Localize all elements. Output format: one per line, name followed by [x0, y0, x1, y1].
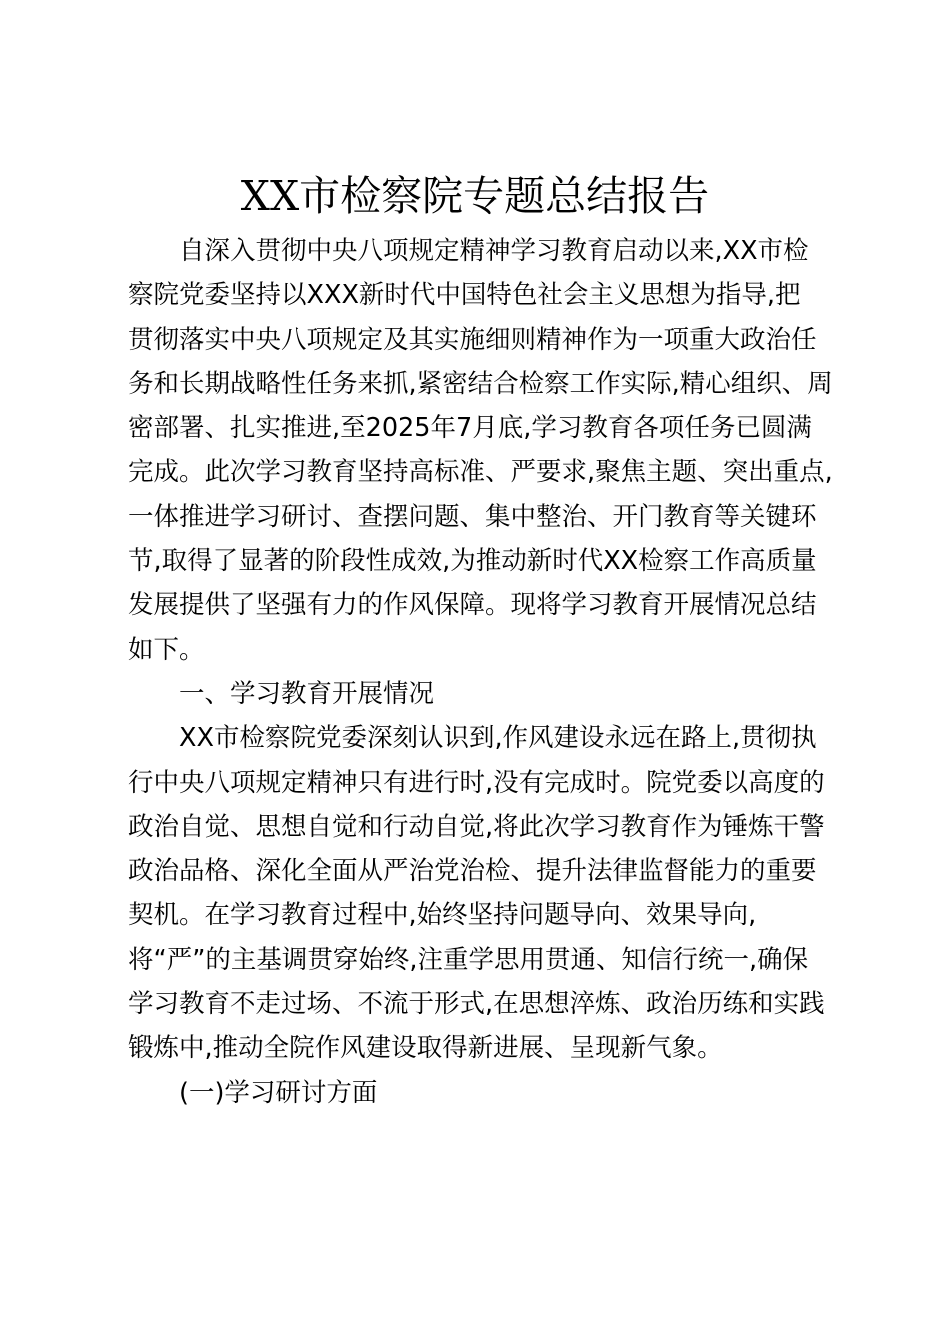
section-line: 契机。在学习教育过程中,始终坚持问题导向、效果导向,	[128, 900, 757, 931]
intro-line: 务和长期战略性任务来抓,紧密结合检察工作实际,精心组织、周	[128, 368, 833, 399]
intro-line: 发展提供了坚强有力的作风保障。现将学习教育开展情况总结	[128, 590, 817, 621]
intro-line: 自深入贯彻中央八项规定精神学习教育启动以来,XX市检	[179, 236, 809, 266]
section-line: 将“严”的主基调贯穿始终,注重学思用贯通、知信行统一,确保	[128, 944, 809, 975]
section-line: 政治品格、深化全面从严治党治检、提升法律监督能力的重要	[128, 856, 817, 887]
section-line: 锻炼中,推动全院作风建设取得新进展、呈现新气象。	[128, 1033, 723, 1064]
section-heading: 一、学习教育开展情况	[179, 678, 435, 709]
document-body	[128, 229, 838, 1115]
section-paragraph	[128, 716, 838, 1070]
intro-line: 密部署、扎实推进,至2025年7月底,学习教育各项任务已圆满	[128, 413, 812, 444]
section-line: 行中央八项规定精神只有进行时,没有完成时。院党委以高度的	[128, 767, 825, 798]
subsection-heading: (一)学习研讨方面	[179, 1077, 378, 1108]
intro-line: 贯彻落实中央八项规定及其实施细则精神作为一项重大政治任	[128, 324, 817, 355]
intro-line: 如下。	[128, 634, 205, 665]
document-title: XX市检察院专题总结报告	[240, 172, 710, 220]
intro-line: 察院党委坚持以XXX新时代中国特色社会主义思想为指导,把	[128, 280, 801, 311]
intro-line: 节,取得了显著的阶段性成效,为推动新时代XX检察工作高质量	[128, 546, 817, 577]
section-line: 政治自觉、思想自觉和行动自觉,将此次学习教育作为锤炼干警	[128, 811, 825, 842]
section-line: XX市检察院党委深刻认识到,作风建设永远在路上,贯彻执	[179, 723, 817, 754]
intro-line: 完成。此次学习教育坚持高标准、严要求,聚焦主题、突出重点,	[128, 457, 833, 488]
intro-line: 一体推进学习研讨、查摆问题、集中整治、开门教育等关键环	[128, 501, 817, 532]
section-line: 学习教育不走过场、不流于形式,在思想淬炼、政治历练和实践	[128, 989, 825, 1020]
intro-paragraph	[128, 229, 838, 672]
